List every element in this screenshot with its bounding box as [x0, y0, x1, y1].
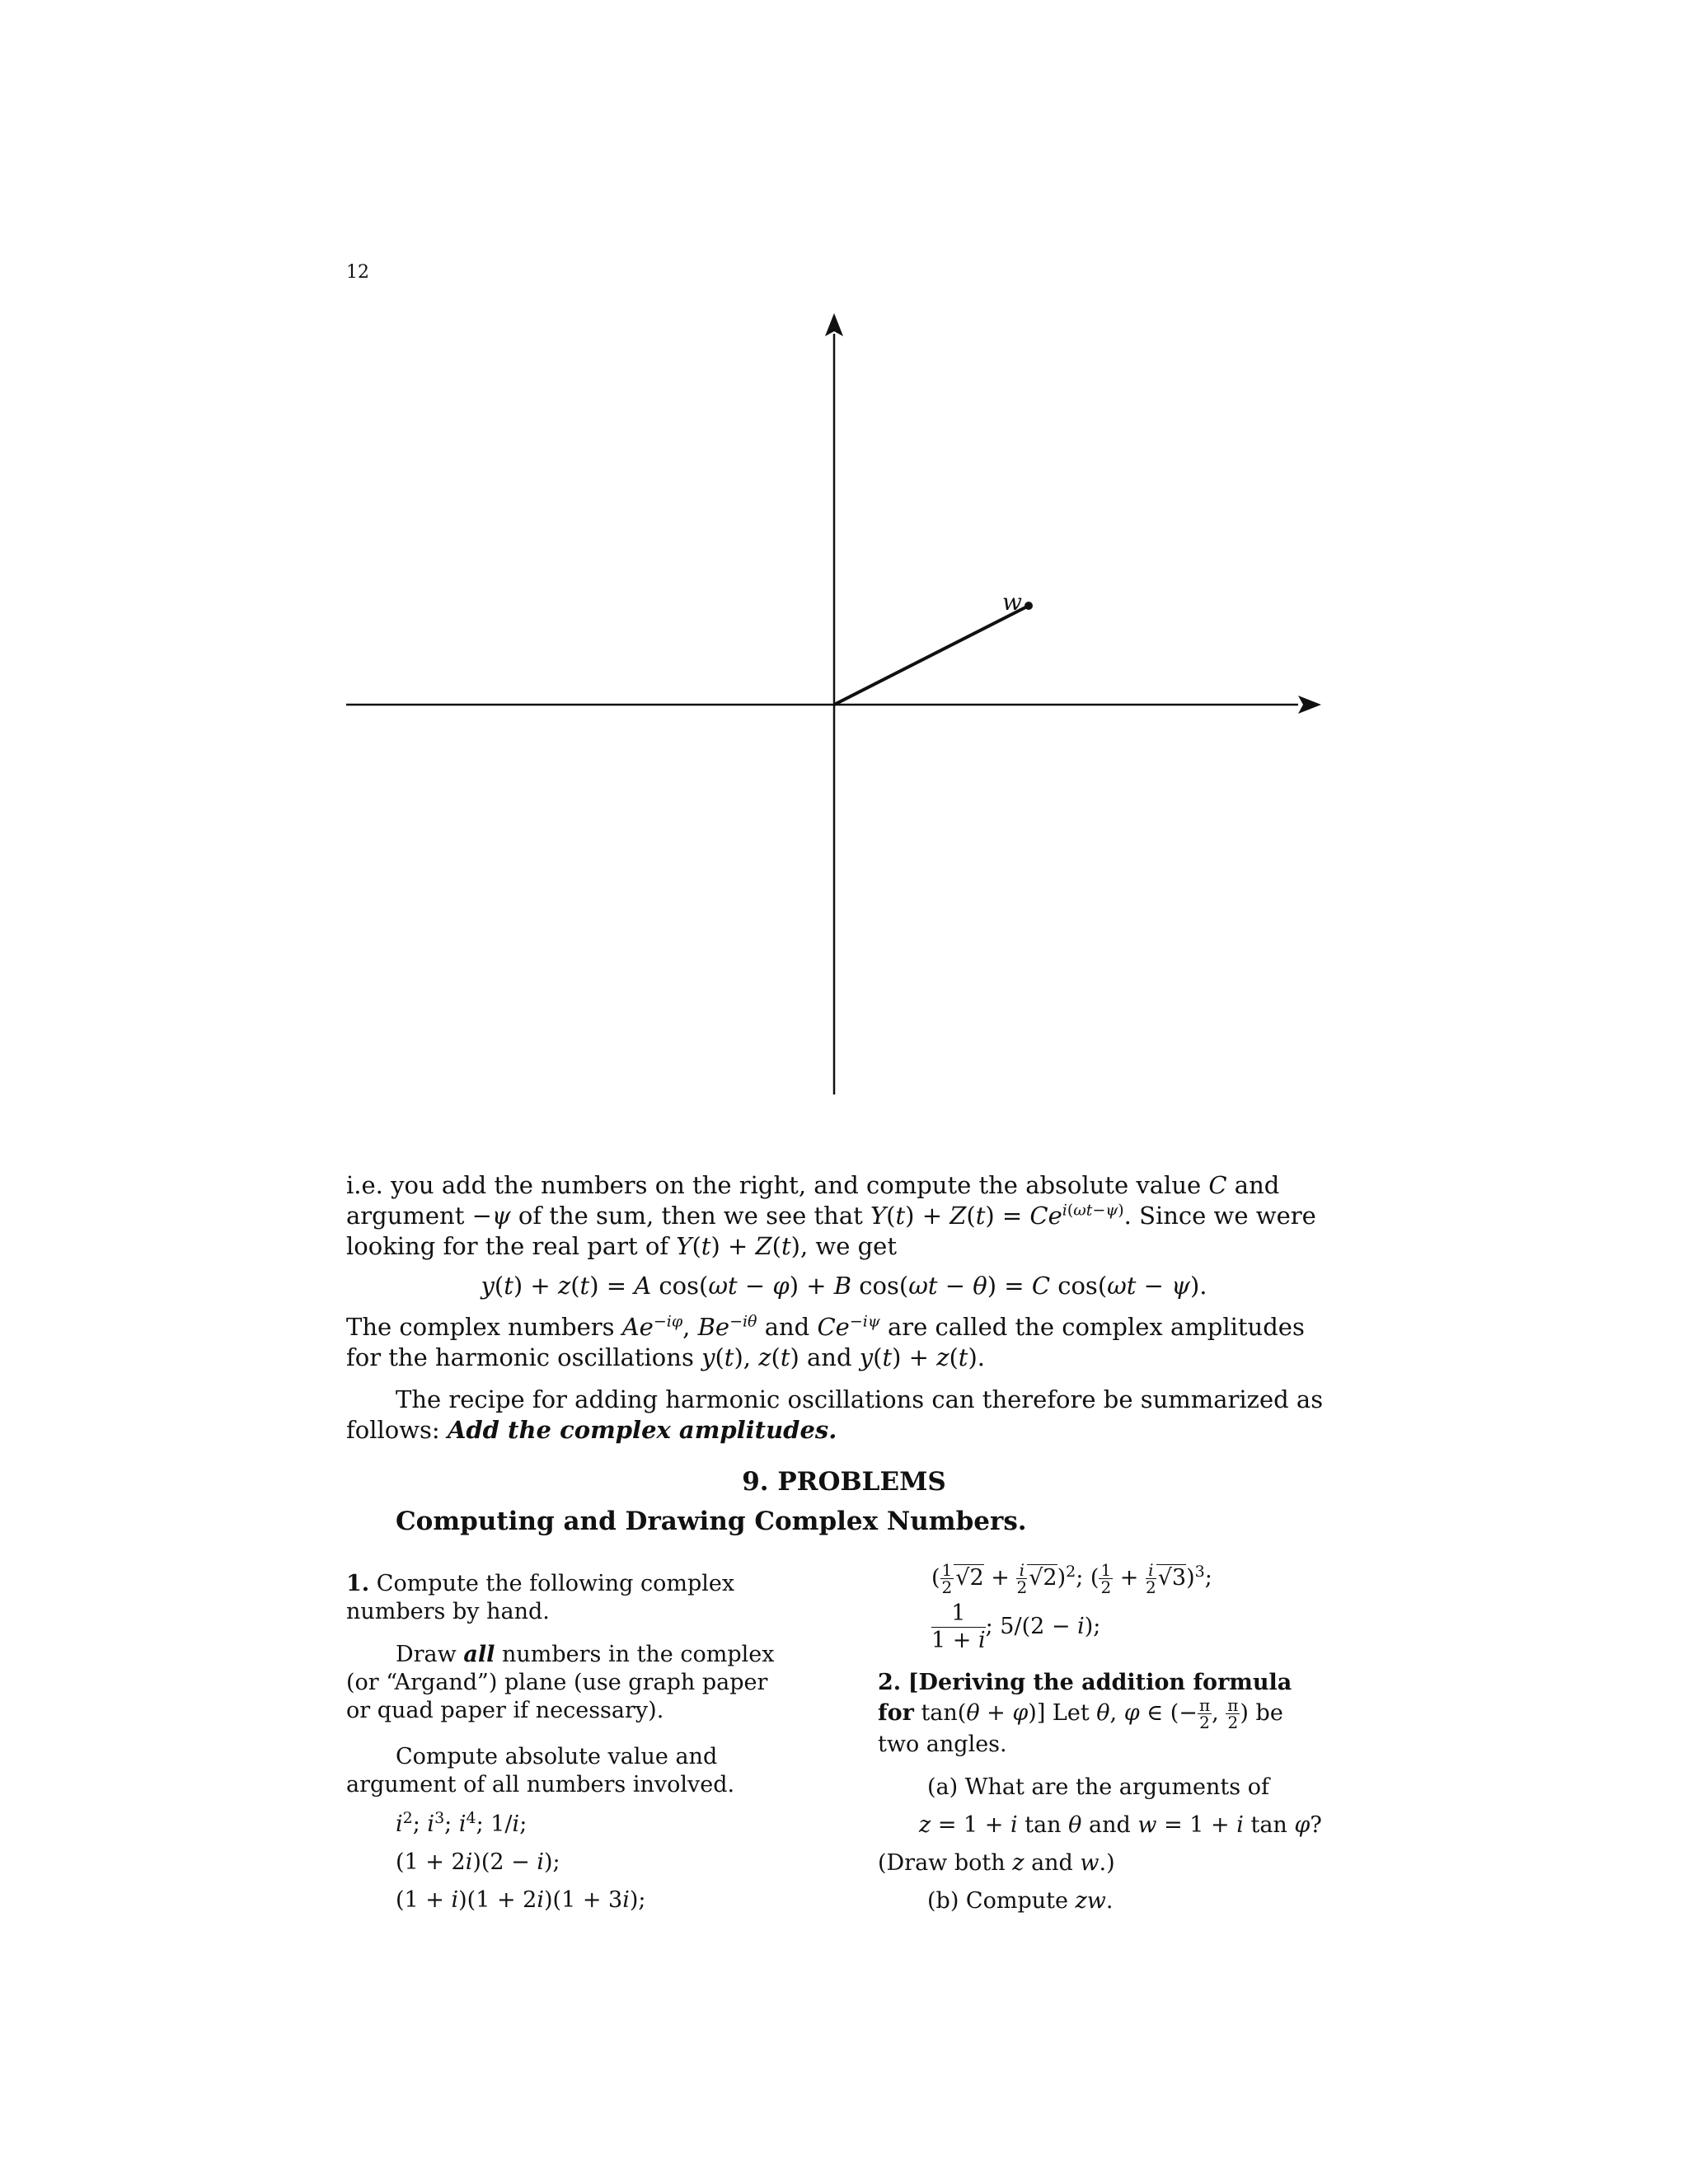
problem-2-number: 2.: [878, 1670, 902, 1695]
problem-1: [346, 1570, 783, 1915]
point-w-label: w: [1002, 588, 1022, 616]
paragraph-complex-amplitudes: The complex numbers $Ae^{-i\varphi}$, $Be^{-i\theta}$ and $Ce^{-i\psi}$ are called the complex amplitudes for the harmonic oscillations y(t), z(t) and y(t) + z(t).: [346, 1312, 1305, 1371]
problem-1-number: 1.: [346, 1571, 370, 1596]
problem-2-part-a-equation: z = 1 + i tan θ and w = 1 + i tan φ?: [919, 1812, 1322, 1838]
problem-1-compute: Compute absolute value and argument of all numbers involved.: [346, 1744, 735, 1797]
problem-2-draw-note: (Draw both z and w.): [878, 1850, 1115, 1876]
problem-1-list-2: (1 + 2i)(2 − i);: [396, 1849, 560, 1875]
vector-w: [834, 606, 1029, 705]
problem-1-list-4: ( $\frac{1}{2}$ √2 + $\frac{i}{2}$ √2)$^2$; ( $\frac{1}{2}$ + $\frac{i}{2}$ √3)$^3$;: [931, 1560, 1212, 1597]
section-subtitle: Computing and Drawing Complex Numbers.: [396, 1507, 1027, 1536]
recipe-emphasis: Add the complex amplitudes.: [447, 1416, 837, 1444]
paragraph-sum-result: i.e. you add the numbers on the right, and compute the absolute value C and argument −ψ of the sum, then we see that $Y(t) + Z(t) = Ce^{i(\omega t-\psi)}$. Since we were looking for the real part of Y(t) + Z(t), we get: [346, 1171, 1316, 1260]
problem-2-part-b: (b) Compute zw.: [927, 1888, 1114, 1914]
equation-sum: y(t) + z(t) = A cos(ωt − φ) + B cos(ωt − θ) = C cos(ωt − ψ).: [481, 1272, 1207, 1300]
problem-2: 2. [Deriving the addition formula for tan(θ + φ)] Let θ, φ ∈ (− $\frac{\pi}{2}$ , $\frac{\pi}{2}$ ) be two angles.: [878, 1670, 1292, 1757]
problem-1-draw: Draw all numbers in the complex (or “Argand”) plane (use graph paper or quad paper if necessary).: [346, 1642, 775, 1723]
recipe-intro: The recipe for adding harmonic oscillations can therefore be summarized as follows:: [346, 1385, 1324, 1444]
problem-column-right: [878, 1562, 1327, 1915]
point-w: [1025, 602, 1033, 610]
problem-1-intro: Compute the following complex numbers by hand.: [346, 1571, 735, 1624]
section-title: 9. PROBLEMS: [742, 1467, 946, 1497]
problem-1-list-1: $i^2$; $i^3$; $i^4$; 1/i;: [396, 1809, 528, 1837]
paragraph-recipe: [346, 1385, 1327, 1446]
problem-1-list-3: (1 + i)(1 + 2i)(1 + 3i);: [396, 1887, 646, 1913]
problem-1-list-5: $\frac{1}{1 + i}$ ; 5/(2 − i);: [931, 1601, 1101, 1653]
problem-2-part-a: (a) What are the arguments of: [927, 1774, 1269, 1800]
page-number: 12: [346, 262, 369, 283]
